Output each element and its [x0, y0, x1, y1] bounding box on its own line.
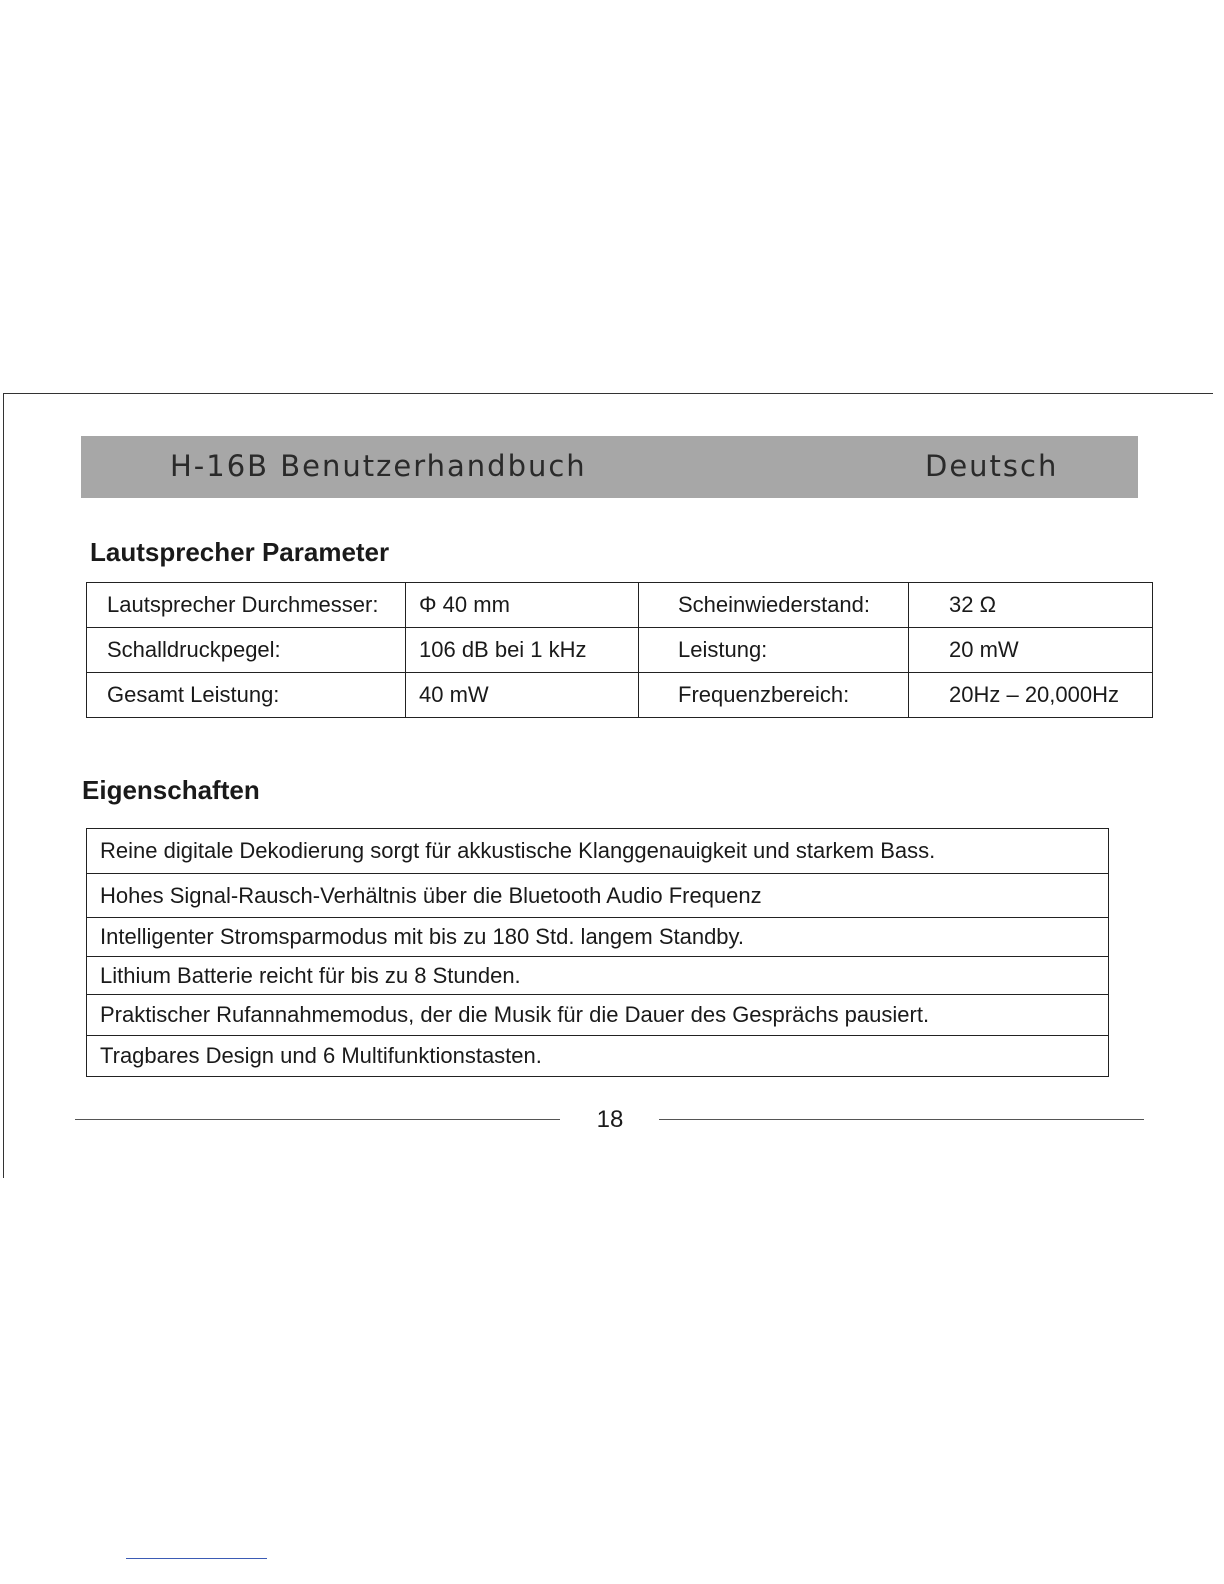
- param-label: Frequenzbereich:: [639, 673, 909, 718]
- footer-divider-left: [75, 1119, 560, 1120]
- page-number: 18: [596, 1106, 624, 1133]
- feature-item: Reine digitale Dekodierung sorgt für akkustische Klanggenauigkeit und starkem Bass.: [87, 829, 1108, 874]
- param-value: 40 mW: [406, 673, 639, 718]
- feature-item: Lithium Batterie reicht für bis zu 8 Stunden.: [87, 957, 1108, 995]
- param-label: Leistung:: [639, 628, 909, 673]
- features-list: [86, 828, 1109, 1077]
- speaker-parameters-table: [86, 582, 1153, 718]
- param-value: Φ 40 mm: [406, 583, 639, 628]
- param-value: 20Hz – 20,000Hz: [909, 673, 1153, 718]
- param-value: 32 Ω: [909, 583, 1153, 628]
- param-label: Schalldruckpegel:: [87, 628, 406, 673]
- feature-item: Praktischer Rufannahmemodus, der die Musik für die Dauer des Gesprächs pausiert.: [87, 995, 1108, 1036]
- table-row: [87, 673, 1153, 718]
- param-label: Gesamt Leistung:: [87, 673, 406, 718]
- footer-divider-right: [659, 1119, 1144, 1120]
- speaker-parameters-heading: Lautsprecher Parameter: [90, 537, 390, 567]
- table-row: [87, 583, 1153, 628]
- param-label: Scheinwiederstand:: [639, 583, 909, 628]
- bottom-line-mark: [126, 1558, 267, 1559]
- feature-item: Intelligenter Stromsparmodus mit bis zu 180 Std. langem Standby.: [87, 918, 1108, 957]
- features-heading: Eigenschaften: [82, 775, 260, 805]
- param-value: 106 dB bei 1 kHz: [406, 628, 639, 673]
- header-band: [81, 436, 1138, 498]
- param-label: Lautsprecher Durchmesser:: [87, 583, 406, 628]
- language-label: Deutsch: [925, 449, 1059, 483]
- manual-title: H-16B Benutzerhandbuch: [170, 449, 587, 483]
- table-row: [87, 628, 1153, 673]
- feature-item: Tragbares Design und 6 Multifunktionstasten.: [100, 1043, 542, 1068]
- feature-item: Hohes Signal-Rausch-Verhältnis über die Bluetooth Audio Frequenz: [87, 874, 1108, 918]
- param-value: 20 mW: [909, 628, 1153, 673]
